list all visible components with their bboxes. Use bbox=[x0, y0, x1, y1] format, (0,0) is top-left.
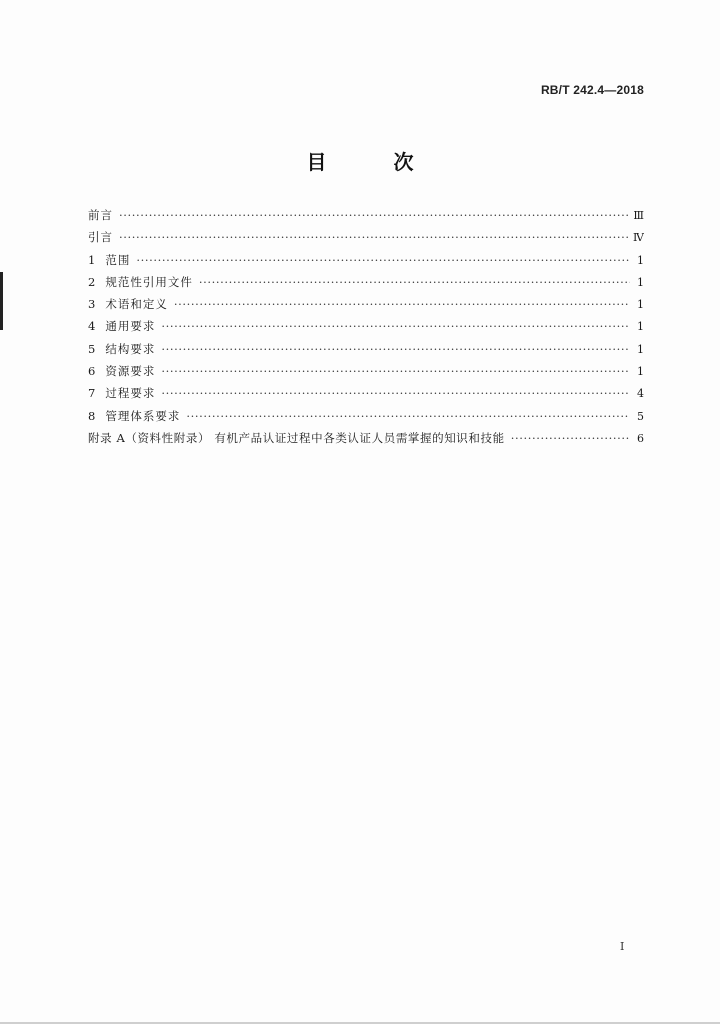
toc-entry-text: 术语和定义 bbox=[105, 297, 168, 312]
toc-entry-terms-definitions[interactable] bbox=[88, 293, 644, 315]
document-code: RB/T 242.4—2018 bbox=[540, 83, 644, 97]
toc-entry-page: 6 bbox=[637, 431, 644, 445]
toc-title: 目 次 bbox=[306, 150, 444, 174]
dot-leader bbox=[161, 338, 630, 360]
dot-leader bbox=[136, 249, 630, 271]
dot-leader bbox=[186, 405, 630, 427]
dot-leader bbox=[161, 315, 630, 337]
toc-entry-text: 规范性引用文件 bbox=[105, 274, 193, 289]
dot-leader bbox=[174, 293, 630, 315]
toc-entry-number: 1 bbox=[88, 252, 96, 267]
toc-entry-label bbox=[88, 405, 180, 427]
toc-entry-management-system[interactable] bbox=[88, 405, 644, 427]
toc-entry-annex-a[interactable] bbox=[88, 427, 644, 449]
toc-entry-label bbox=[88, 315, 155, 337]
dot-leader bbox=[511, 427, 630, 449]
toc-entry-number: 7 bbox=[88, 386, 96, 401]
dot-leader bbox=[161, 382, 630, 404]
toc-entry-number: 2 bbox=[88, 274, 96, 289]
toc-entry-normative-references[interactable] bbox=[88, 271, 644, 293]
toc-entry-label: 附录 A（资料性附录） 有机产品认证过程中各类认证人员需掌握的知识和技能 bbox=[88, 430, 505, 445]
table-of-contents bbox=[88, 204, 644, 449]
toc-entry-number: 8 bbox=[88, 408, 96, 423]
toc-entry-label bbox=[88, 382, 155, 404]
toc-entry-label bbox=[88, 360, 155, 382]
toc-entry-page: Ⅲ bbox=[633, 209, 644, 222]
toc-entry-text: 范围 bbox=[105, 252, 131, 267]
toc-entry-label: 引言 bbox=[88, 230, 113, 245]
dot-leader bbox=[119, 204, 629, 226]
toc-entry-scope[interactable] bbox=[88, 249, 644, 271]
page-number: Ⅰ bbox=[620, 940, 625, 953]
toc-entry-text: 过程要求 bbox=[105, 386, 156, 401]
toc-entry-page: 1 bbox=[637, 298, 644, 312]
toc-entry-page: 1 bbox=[637, 365, 644, 379]
toc-entry-label bbox=[88, 338, 155, 360]
dot-leader bbox=[119, 226, 629, 248]
toc-entry-number: 3 bbox=[88, 297, 96, 312]
toc-entry-process-requirements[interactable] bbox=[88, 382, 644, 404]
toc-entry-page: 4 bbox=[637, 387, 644, 401]
toc-entry-text: 管理体系要求 bbox=[105, 408, 181, 423]
toc-entry-structural-requirements[interactable] bbox=[88, 338, 644, 360]
toc-entry-general-requirements[interactable] bbox=[88, 315, 644, 337]
toc-entry-number: 4 bbox=[88, 319, 96, 334]
toc-entry-page: 1 bbox=[637, 275, 644, 289]
toc-entry-page: 1 bbox=[637, 320, 644, 334]
toc-entry-text: 通用要求 bbox=[105, 319, 156, 334]
toc-entry-resource-requirements[interactable] bbox=[88, 360, 644, 382]
toc-entry-label bbox=[88, 249, 130, 271]
dot-leader bbox=[199, 271, 630, 293]
toc-entry-label: 前言 bbox=[88, 208, 113, 222]
toc-entry-label bbox=[88, 271, 193, 293]
scan-edge-mark bbox=[0, 272, 3, 330]
dot-leader bbox=[161, 360, 630, 382]
toc-entry-text: 资源要求 bbox=[105, 364, 156, 379]
toc-entry-foreword[interactable] bbox=[88, 204, 644, 226]
toc-entry-page: 1 bbox=[637, 253, 644, 267]
toc-entry-page: Ⅳ bbox=[633, 231, 644, 245]
toc-entry-page: 1 bbox=[637, 342, 644, 356]
toc-entry-label bbox=[88, 293, 168, 315]
toc-entry-number: 6 bbox=[88, 364, 96, 379]
toc-entry-number: 5 bbox=[88, 341, 96, 356]
toc-entry-introduction[interactable] bbox=[88, 226, 644, 248]
toc-entry-page: 5 bbox=[637, 409, 644, 423]
toc-entry-text: 结构要求 bbox=[105, 341, 156, 356]
